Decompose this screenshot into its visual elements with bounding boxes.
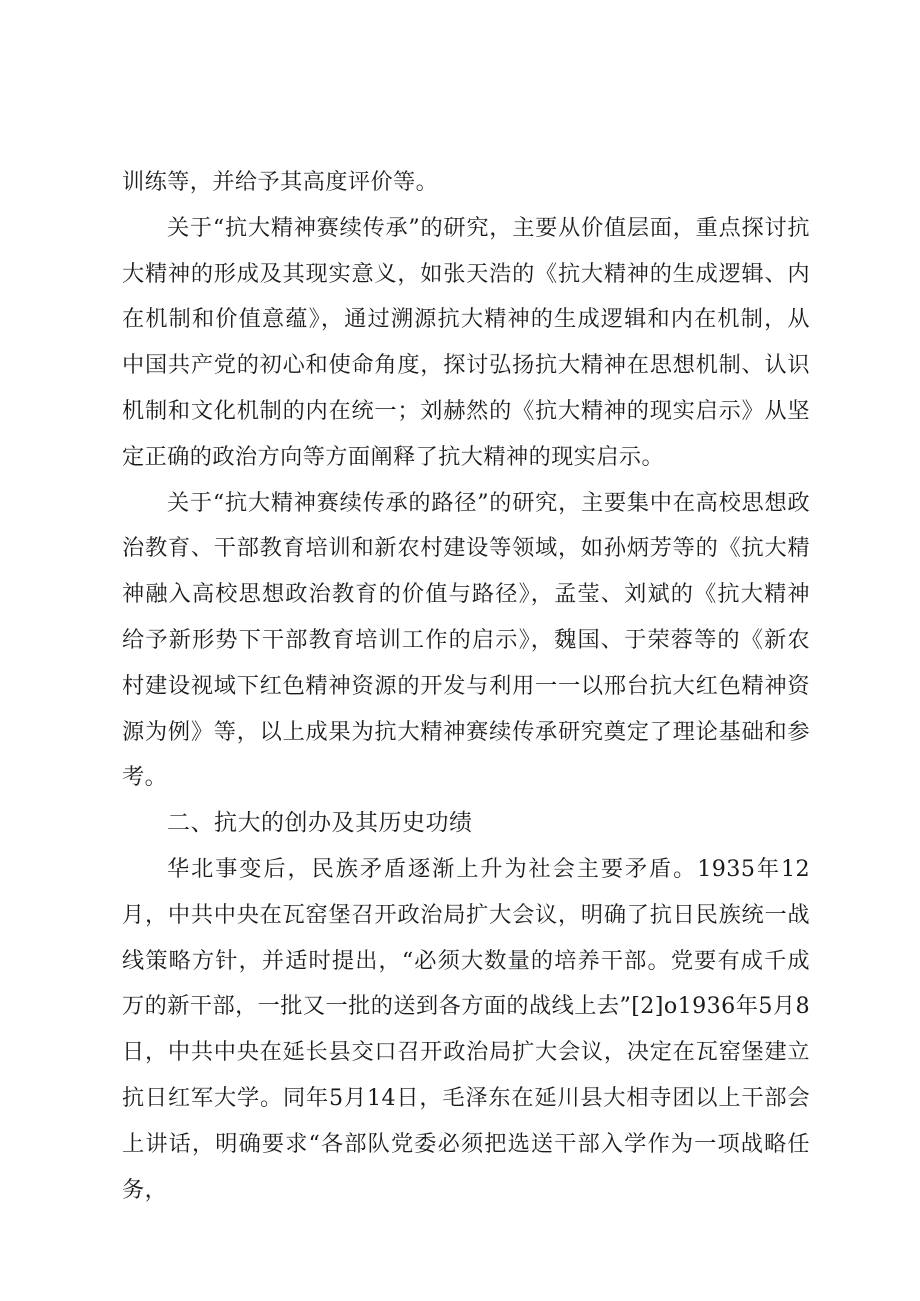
paragraph-history: 华北事变后，民族矛盾逐渐上升为社会主要矛盾。1935年12月，中共中央在瓦窑堡召开政治局扩大会议，明确了抗日民族统一战线策略方针，并适时提出，“必须大数量的培养干部。党要有成千成万的新干部，一批又一批的送到各方面的战线上去”[2]o1936年5月8日，中共中央在延长县交口召开政治局扩大会议，决定在瓦窑堡建立抗日红军大学。同年5月14日，毛泽东在延川县大相寺团以上干部会上讲话，明确要求“各部队党委必须把选送干部入学作为一项战略任务， (122, 855, 810, 1203)
paragraph-research-value: 关于“抗大精神赛续传承”的研究，主要从价值层面，重点探讨抗大精神的形成及其现实意义，如张天浩的《抗大精神的生成逻辑、内在机制和价值意蕴》，通过溯源抗大精神的生成逻辑和内在机制，从中国共产党的初心和使命角度，探讨弘扬抗大精神在思想机制、认识机制和文化机制的内在统一；刘赫然的《抗大精神的现实启示》从坚定正确的政治方向等方面阐释了抗大精神的现实启示。 (122, 214, 810, 470)
section-heading: 二、抗大的创办及其历史功绩 (167, 810, 473, 837)
paragraph-research-path: 关于“抗大精神赛续传承的路径”的研究，主要集中在高校思想政治教育、干部教育培训和新农村建设等领域，如孙炳芳等的《抗大精神融入高校思想政治教育的价值与路径》，孟莹、刘斌的《抗大精神给予新形势下干部教育培训工作的启示》，魏国、于荣蓉等的《新农村建设视域下红色精神资源的开发与利用一一以邢台抗大红色精神资源为例》等，以上成果为抗大精神赛续传承研究奠定了理论基础和参考。 (122, 489, 810, 791)
document-body (122, 160, 810, 1213)
paragraph-continuation: 训练等，并给予其高度评价等。 (122, 169, 439, 195)
